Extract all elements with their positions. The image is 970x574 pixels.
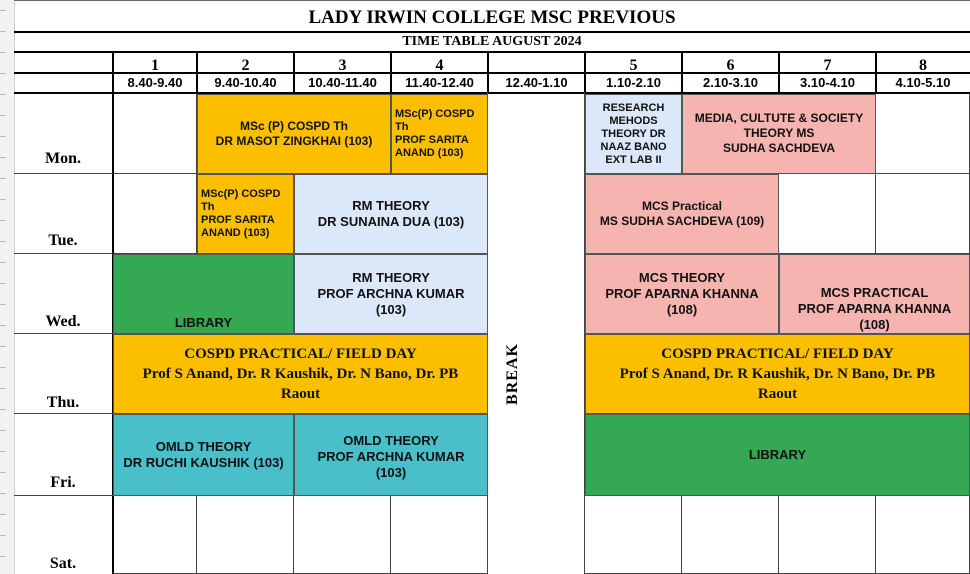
gutter-tick <box>0 241 6 242</box>
session-fri-library[interactable] <box>585 414 970 496</box>
session-fri-omld-kaushik[interactable] <box>113 414 294 496</box>
gutter-tick <box>0 94 6 95</box>
session-text: LIBRARY <box>174 315 233 330</box>
day-label-tue: Tue. <box>48 232 78 249</box>
session-text: MCS Practical MS SUDHA SACHDEVA (109) <box>599 199 765 228</box>
session-text: OMLD THEORY PROF ARCHNA KUMAR (103) <box>317 433 465 480</box>
col-time-2: 9.40-10.40 <box>214 75 277 90</box>
session-mon-research-methods[interactable] <box>585 94 682 174</box>
header-vline <box>196 51 198 94</box>
gutter-tick <box>0 514 6 515</box>
header-vline <box>112 51 114 94</box>
gutter-tick <box>0 262 6 263</box>
session-text: COSPD PRACTICAL/ FIELD DAY Prof S Anand, Dr. R Kaushik, Dr. N Bano, Dr. PB Raout <box>142 346 459 402</box>
day-label-sat: Sat. <box>49 555 77 572</box>
session-text: MEDIA, CULTUTE & SOCIETY THEORY MS SUDHA SACHDEVA <box>694 111 864 155</box>
gutter-tick <box>0 346 6 347</box>
gutter-tick <box>0 493 6 494</box>
session-wed-mcs-practical[interactable] <box>779 254 970 334</box>
empty-cell <box>294 496 391 574</box>
session-thu-cospd-field-day-2[interactable] <box>585 334 970 414</box>
day-divider <box>14 173 113 174</box>
header-vline <box>681 51 683 94</box>
header-vline <box>487 51 489 94</box>
gutter-tick <box>0 178 6 179</box>
day-divider <box>14 333 113 334</box>
col-time-3: 10.40-11.40 <box>308 75 377 90</box>
day-label-mon: Mon. <box>45 150 81 167</box>
break-label: BREAK <box>504 343 521 405</box>
header-vline <box>293 51 295 94</box>
col-number-3: 3 <box>338 57 347 72</box>
empty-cell <box>113 496 197 574</box>
empty-cell <box>876 496 970 574</box>
top-border <box>14 0 970 1</box>
session-wed-mcs-theory[interactable] <box>585 254 779 334</box>
col-number-1: 1 <box>151 57 159 72</box>
session-tue-rm[interactable] <box>294 174 488 254</box>
session-text: MSc (P) COSPD Th DR MASOT ZINGKHAI (103) <box>215 119 373 148</box>
empty-cell <box>197 496 294 574</box>
break-column <box>492 334 534 414</box>
header-vline <box>875 51 877 94</box>
gutter-tick <box>0 199 6 200</box>
gutter-tick <box>0 556 6 557</box>
session-mon-cospd[interactable] <box>197 94 391 174</box>
col-time-5: 1.10-2.10 <box>606 75 661 90</box>
gutter-tick <box>0 535 6 536</box>
day-divider <box>14 253 113 254</box>
col-time-8: 4.10-5.10 <box>895 75 951 90</box>
timetable-sheet <box>14 0 970 574</box>
session-text: RESEARCH MEHODS THEORY DR NAAZ BANO EXT LAB II <box>600 101 667 166</box>
day-label-fri: Fri. <box>50 474 76 491</box>
header-vline <box>584 51 586 94</box>
empty-cell <box>876 174 970 254</box>
gutter-tick <box>0 136 6 137</box>
gutter-tick <box>0 73 6 74</box>
session-text: OMLD THEORY DR RUCHI KAUSHIK (103) <box>123 439 284 470</box>
gutter-tick <box>0 451 6 452</box>
day-divider <box>14 495 113 496</box>
gutter-tick <box>0 430 6 431</box>
gutter-tick <box>0 115 6 116</box>
header-vline <box>778 51 780 94</box>
header-vline <box>390 51 392 94</box>
day-label-wed: Wed. <box>45 313 81 330</box>
session-fri-omld-kumar[interactable] <box>294 414 488 496</box>
col-time-6: 2.10-3.10 <box>703 75 758 90</box>
row-gutter <box>0 0 15 574</box>
session-text: MCS PRACTICAL PROF APARNA KHANNA (108) <box>797 285 952 332</box>
page-subtitle: TIME TABLE AUGUST 2024 <box>402 34 582 49</box>
session-text: MSc(P) COSPD Th PROF SARITA ANAND (103) <box>395 108 475 159</box>
empty-cell <box>779 174 876 254</box>
col-number-8: 8 <box>919 57 927 72</box>
col-number-2: 2 <box>241 57 250 72</box>
session-mon-media-culture[interactable] <box>682 94 876 174</box>
session-text: RM THEORY DR SUNAINA DUA (103) <box>317 198 465 229</box>
session-wed-rm[interactable] <box>294 254 488 334</box>
gutter-tick <box>0 388 6 389</box>
empty-cell <box>876 94 970 174</box>
empty-cell <box>779 496 876 574</box>
gutter-tick <box>0 304 6 305</box>
session-wed-library[interactable] <box>113 254 294 334</box>
session-text: RM THEORY PROF ARCHNA KUMAR (103) <box>317 270 465 317</box>
gutter-tick <box>0 325 6 326</box>
col-number-7: 7 <box>823 57 832 72</box>
day-divider <box>14 413 113 414</box>
gutter-tick <box>0 283 6 284</box>
gutter-tick <box>0 10 6 11</box>
col-time-7: 3.10-4.10 <box>800 75 855 90</box>
day-label-thu: Thu. <box>46 394 80 411</box>
gutter-tick <box>0 220 6 221</box>
session-tue-mcs-practical[interactable] <box>585 174 779 254</box>
col-time-1: 8.40-9.40 <box>127 75 183 90</box>
gutter-tick <box>0 31 6 32</box>
gutter-tick <box>0 472 6 473</box>
page-title: LADY IRWIN COLLEGE MSC PREVIOUS <box>308 7 676 28</box>
session-text: MSc(P) COSPD Th PROF SARITA ANAND (103) <box>201 188 281 239</box>
session-tue-cospd[interactable] <box>197 174 294 254</box>
title-divider <box>14 31 970 33</box>
empty-cell <box>113 174 197 254</box>
session-text: LIBRARY <box>748 447 807 462</box>
gutter-tick <box>0 367 6 368</box>
empty-cell <box>585 496 682 574</box>
session-thu-cospd-field-day[interactable] <box>113 334 488 414</box>
col-number-5: 5 <box>629 57 638 72</box>
session-mon-cospd-sarita[interactable] <box>391 94 488 174</box>
col-time-break: 12.40-1.10 <box>505 75 568 90</box>
gutter-tick <box>0 157 6 158</box>
session-text: MCS THEORY PROF APARNA KHANNA (108) <box>605 270 759 317</box>
gutter-tick <box>0 52 6 53</box>
empty-cell <box>391 496 488 574</box>
col-number-4: 4 <box>435 57 444 72</box>
session-text: COSPD PRACTICAL/ FIELD DAY Prof S Anand, Dr. R Kaushik, Dr. N Bano, Dr. PB Raout <box>619 346 936 402</box>
empty-cell <box>113 94 197 174</box>
subtitle-divider <box>14 51 970 53</box>
gutter-tick <box>0 409 6 410</box>
col-number-break <box>488 54 585 72</box>
empty-cell <box>682 496 779 574</box>
col-time-4: 11.40-12.40 <box>405 75 474 90</box>
col-number-6: 6 <box>726 57 735 72</box>
